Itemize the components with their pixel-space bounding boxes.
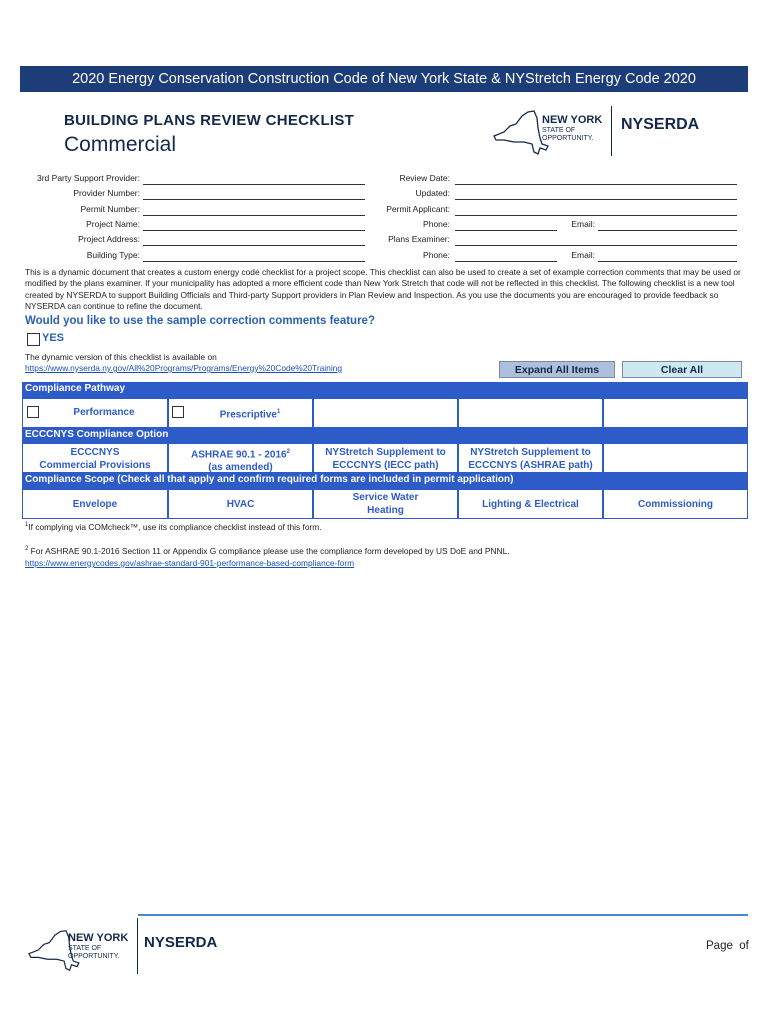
provider-label: 3rd Party Support Provider:: [37, 173, 140, 183]
footnote-2-number: 2: [25, 546, 29, 553]
footnote-1-text: If complying via COMcheck™, use its compliance checklist instead of this form.: [28, 522, 322, 532]
footnote-2: [25, 546, 510, 556]
nystretch-iecc-option[interactable]: [313, 443, 458, 473]
hvac-label: HVAC: [226, 499, 255, 510]
ecccnys-line2: Commercial Provisions: [39, 460, 151, 471]
applicant-phone-label: Phone:: [423, 219, 450, 229]
checklist-title: BUILDING PLANS REVIEW CHECKLIST: [64, 112, 355, 129]
review-date-label: Review Date:: [399, 173, 450, 183]
footer-ny-line1: NEW YORK: [68, 932, 129, 944]
prescriptive-footnote-ref: 1: [276, 409, 281, 415]
footer-ny-line3: OPPORTUNITY.: [68, 953, 120, 960]
compliance-pathway-header: Compliance Pathway: [22, 382, 748, 398]
footer-ny-line2: STATE OF: [68, 945, 102, 952]
expand-all-button[interactable]: Expand All Items: [499, 361, 615, 378]
plans-examiner-input[interactable]: [455, 245, 737, 246]
performance-checkbox[interactable]: [27, 406, 39, 418]
nystretch-ashrae-line1: NYStretch Supplement to: [470, 447, 591, 458]
hvac-scope[interactable]: [168, 489, 313, 519]
prescriptive-label: [210, 406, 290, 421]
plans-examiner-label: Plans Examiner:: [388, 234, 450, 244]
performance-label: Performance: [73, 407, 135, 418]
lighting-electrical-scope[interactable]: [458, 489, 603, 519]
updated-input[interactable]: [455, 199, 737, 200]
nystretch-iecc-line1: NYStretch Supplement to: [325, 447, 446, 458]
footer-nyserda-wordmark: NYSERDA: [144, 934, 218, 951]
lighting-label: Lighting & Electrical: [482, 499, 579, 510]
dynamic-version-note: The dynamic version of this checklist is available on: [25, 352, 217, 362]
ecccnys-line1: ECCCNYS: [70, 447, 120, 458]
option-empty-cell: [603, 443, 748, 473]
ashrae-footnote-ref: 2: [286, 449, 290, 455]
examiner-email-input[interactable]: [598, 261, 737, 262]
ny-logo-line2: STATE OF: [542, 127, 576, 134]
compliance-option-header: ECCCNYS Compliance Option: [22, 428, 748, 443]
provider-number-input[interactable]: [143, 199, 365, 200]
footnote-1: [25, 522, 322, 532]
applicant-phone-input[interactable]: [455, 230, 557, 231]
project-name-input[interactable]: [143, 230, 365, 231]
provider-input[interactable]: [143, 184, 365, 185]
footnote-2-text: For ASHRAE 90.1-2016 Section 11 or Appendix G compliance please use the compliance form developed by US DoE and PNNL.: [28, 546, 510, 556]
project-address-input[interactable]: [143, 245, 365, 246]
footnote-2-link[interactable]: https://www.energycodes.gov/ashrae-standard-901-performance-based-compliance-form: [25, 558, 355, 568]
envelope-label: Envelope: [72, 499, 118, 510]
examiner-phone-label: Phone:: [423, 250, 450, 260]
pathway-empty-cell-3: [603, 398, 748, 428]
permit-applicant-input[interactable]: [455, 215, 737, 216]
permit-number-input[interactable]: [143, 215, 365, 216]
yes-checkbox[interactable]: [27, 333, 40, 346]
permit-number-label: Permit Number:: [80, 204, 140, 214]
footer-logo-divider: [137, 918, 138, 974]
footnote-1-number: 1: [25, 522, 29, 529]
service-water-heating-scope[interactable]: [313, 489, 458, 519]
dynamic-version-link[interactable]: https://www.nyserda.ny.gov/All%20Programs/Programs/Energy%20Code%20Training: [25, 363, 343, 373]
pathway-empty-cell-1: [313, 398, 458, 428]
commissioning-scope[interactable]: [603, 489, 748, 519]
new-york-state-map-icon: [490, 106, 550, 158]
page-number: Page of: [706, 940, 749, 952]
nys-nyserda-logo: [490, 106, 720, 158]
footer-logo: [22, 926, 252, 976]
review-date-input[interactable]: [455, 184, 737, 185]
prescriptive-checkbox[interactable]: [172, 406, 184, 418]
provider-number-label: Provider Number:: [73, 188, 140, 198]
nystretch-iecc-line2: ECCCNYS (IECC path): [332, 460, 439, 471]
nystretch-ashrae-line2: ECCCNYS (ASHRAE path): [468, 460, 593, 471]
logo-divider: [611, 106, 612, 156]
intro-paragraph: This is a dynamic document that creates a custom energy code checklist for a project scope. This checklist can also be used to create a set of example correction comments that may be used or modified by the plans examiner. If your municipality has adopted a more efficient code than New York Stretch that code will not be reflected in this checklist. The following checklist is a new tool created by NYSERDA to support Building Officials and Third-party Support providers in Plan Review and Inspection. As you use the documents you are encouraged to provide feedback so NYSERDA can continue to refine the document.: [25, 267, 741, 311]
nyserda-wordmark: NYSERDA: [621, 116, 700, 133]
checklist-subtitle: Commercial: [64, 133, 177, 156]
nystretch-ashrae-option[interactable]: [458, 443, 603, 473]
pathway-empty-cell-2: [458, 398, 603, 428]
applicant-email-label: Email:: [571, 219, 595, 229]
correction-comments-question: Would you like to use the sample correction comments feature?: [25, 315, 375, 327]
examiner-phone-input[interactable]: [455, 261, 557, 262]
ashrae-line1-text: ASHRAE 90.1 - 2016: [191, 449, 287, 461]
envelope-scope[interactable]: [22, 489, 168, 519]
swh-line1: Service Water: [352, 492, 419, 503]
project-name-label: Project Name:: [86, 219, 140, 229]
updated-label: Updated:: [415, 188, 450, 198]
ecccnys-option[interactable]: [22, 443, 168, 473]
footer-rule: [138, 914, 748, 916]
compliance-scope-header: Compliance Scope (Check all that apply and confirm required forms are included in permit application): [22, 473, 748, 489]
document-banner: 2020 Energy Conservation Construction Code of New York State & NYStretch Energy Code 2020: [20, 66, 748, 92]
ny-logo-line3: OPPORTUNITY.: [542, 135, 594, 142]
project-address-label: Project Address:: [78, 234, 140, 244]
ashrae-line1: [169, 446, 312, 461]
ashrae-line2: (as amended): [208, 462, 273, 474]
clear-all-button[interactable]: Clear All: [622, 361, 742, 378]
swh-line2: Heating: [367, 505, 404, 516]
applicant-email-input[interactable]: [598, 230, 737, 231]
commissioning-label: Commissioning: [637, 499, 713, 510]
permit-applicant-label: Permit Applicant:: [386, 204, 450, 214]
examiner-email-label: Email:: [571, 250, 595, 260]
building-type-input[interactable]: [143, 261, 365, 262]
prescriptive-text: Prescriptive: [219, 409, 277, 421]
building-type-label: Building Type:: [86, 250, 140, 260]
yes-label: YES: [42, 332, 65, 344]
ashrae-option[interactable]: [168, 443, 313, 473]
ny-logo-line1: NEW YORK: [542, 114, 603, 126]
